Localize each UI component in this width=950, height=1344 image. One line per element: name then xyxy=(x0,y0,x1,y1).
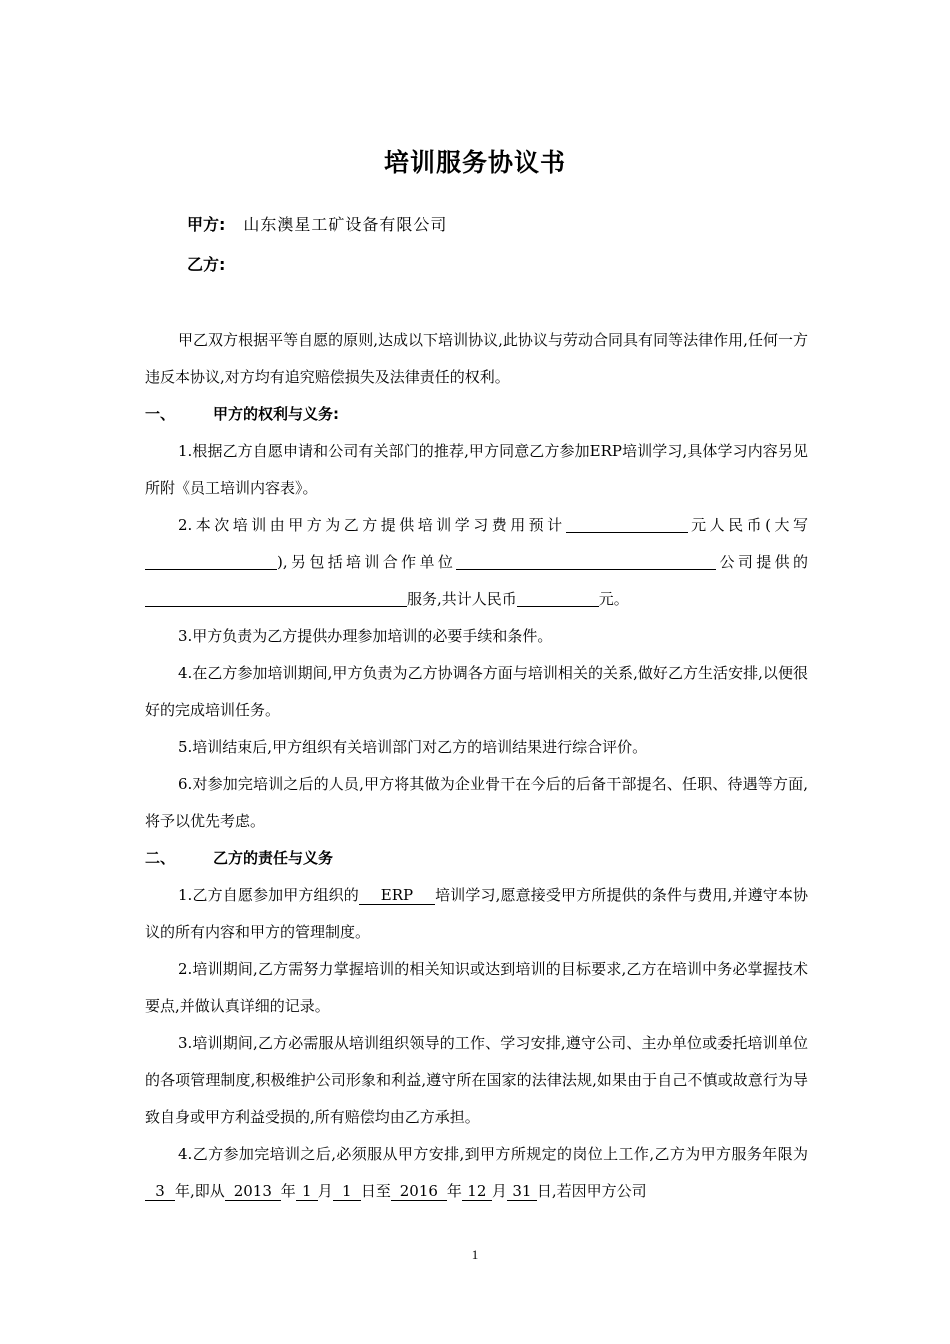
end-month-field[interactable]: 12 xyxy=(462,1182,492,1201)
section-1-item-2: 2.本次培训由甲方为乙方提供培训学习费用预计 元人民币(大写),另包括培训合作单位 公司提供的服务,共计人民币 元。 xyxy=(145,507,808,618)
program-name-field[interactable]: ERP xyxy=(359,886,435,905)
section-2-item-3: 3.培训期间,乙方必需服从培训组织领导的工作、学习安排,遵守公司、主办单位或委托培训单位的各项管理制度,积极维护公司形象和利益,遵守所在国家的法律法规,如果由于自己不慎或故意行为导致自身或甲方利益受损的,所有赔偿均由乙方承担。 xyxy=(145,1034,808,1126)
party-a-line xyxy=(187,213,447,237)
start-year-field[interactable]: 2013 xyxy=(225,1182,281,1201)
section-1-item-1: 1.根据乙方自愿申请和公司有关部门的推荐,甲方同意乙方参加ERP培训学习,具体学习内容另见所附《员工培训内容表》。 xyxy=(145,442,808,497)
end-year-field[interactable]: 2016 xyxy=(391,1182,447,1201)
section-2-item-4: 4.乙方参加完培训之后,必须服从甲方安排,到甲方所规定的岗位上工作,乙方为甲方服务年限为3 年,即从 2013 年 1 月 1 日至 2016 年 12 月 31 日,若因甲方公司 xyxy=(145,1136,808,1210)
party-b-line xyxy=(187,253,225,277)
fee-amount-blank[interactable] xyxy=(566,514,688,533)
service-blank[interactable] xyxy=(145,588,407,607)
partner-company-blank[interactable] xyxy=(456,551,716,570)
section-1-item-4: 4.在乙方参加培训期间,甲方负责为乙方协调各方面与培训相关的关系,做好乙方生活安排,以便很好的完成培训任务。 xyxy=(145,664,808,719)
fee-amount-words-blank[interactable] xyxy=(145,551,277,570)
page-number: 1 xyxy=(471,1247,479,1262)
end-day-field[interactable]: 31 xyxy=(507,1182,537,1201)
section-1-item-3: 3.甲方负责为乙方提供办理参加培训的必要手续和条件。 xyxy=(178,627,553,645)
intro-paragraph: 甲乙双方根据平等自愿的原则,达成以下培训协议,此协议与劳动合同具有同等法律作用,任何一方违反本协议,对方均有追究赔偿损失及法律责任的权利。 xyxy=(145,331,808,386)
party-b-label: 乙方: xyxy=(187,255,226,274)
total-amount-blank[interactable] xyxy=(517,588,599,607)
document-title: 培训服务协议书 xyxy=(383,148,566,177)
section-1-heading: 一、 甲方的权利与义务: xyxy=(145,405,339,423)
party-a-name: 山东澳星工矿设备有限公司 xyxy=(243,215,448,234)
section-2-item-2: 2.培训期间,乙方需努力掌握培训的相关知识或达到培训的目标要求,乙方在培训中务必掌握技术要点,并做认真详细的记录。 xyxy=(145,960,808,1015)
start-day-field[interactable]: 1 xyxy=(333,1182,361,1201)
start-month-field[interactable]: 1 xyxy=(296,1182,318,1201)
party-a-label: 甲方: xyxy=(187,215,226,234)
section-1-item-6: 6.对参加完培训之后的人员,甲方将其做为企业骨干在今后的后备干部提名、任职、待遇等方面,将予以优先考虑。 xyxy=(145,775,808,830)
section-1-item-5: 5.培训结束后,甲方组织有关培训部门对乙方的培训结果进行综合评价。 xyxy=(178,738,648,756)
agreement-body xyxy=(145,322,808,1210)
section-2-item-1: 1.乙方自愿参加甲方组织的 ERP 培训学习,愿意接受甲方所提供的条件与费用,并遵守本协议的所有内容和甲方的管理制度。 xyxy=(145,886,808,941)
service-years-field[interactable]: 3 xyxy=(145,1182,175,1201)
section-2-heading: 二、 乙方的责任与义务 xyxy=(145,849,334,867)
